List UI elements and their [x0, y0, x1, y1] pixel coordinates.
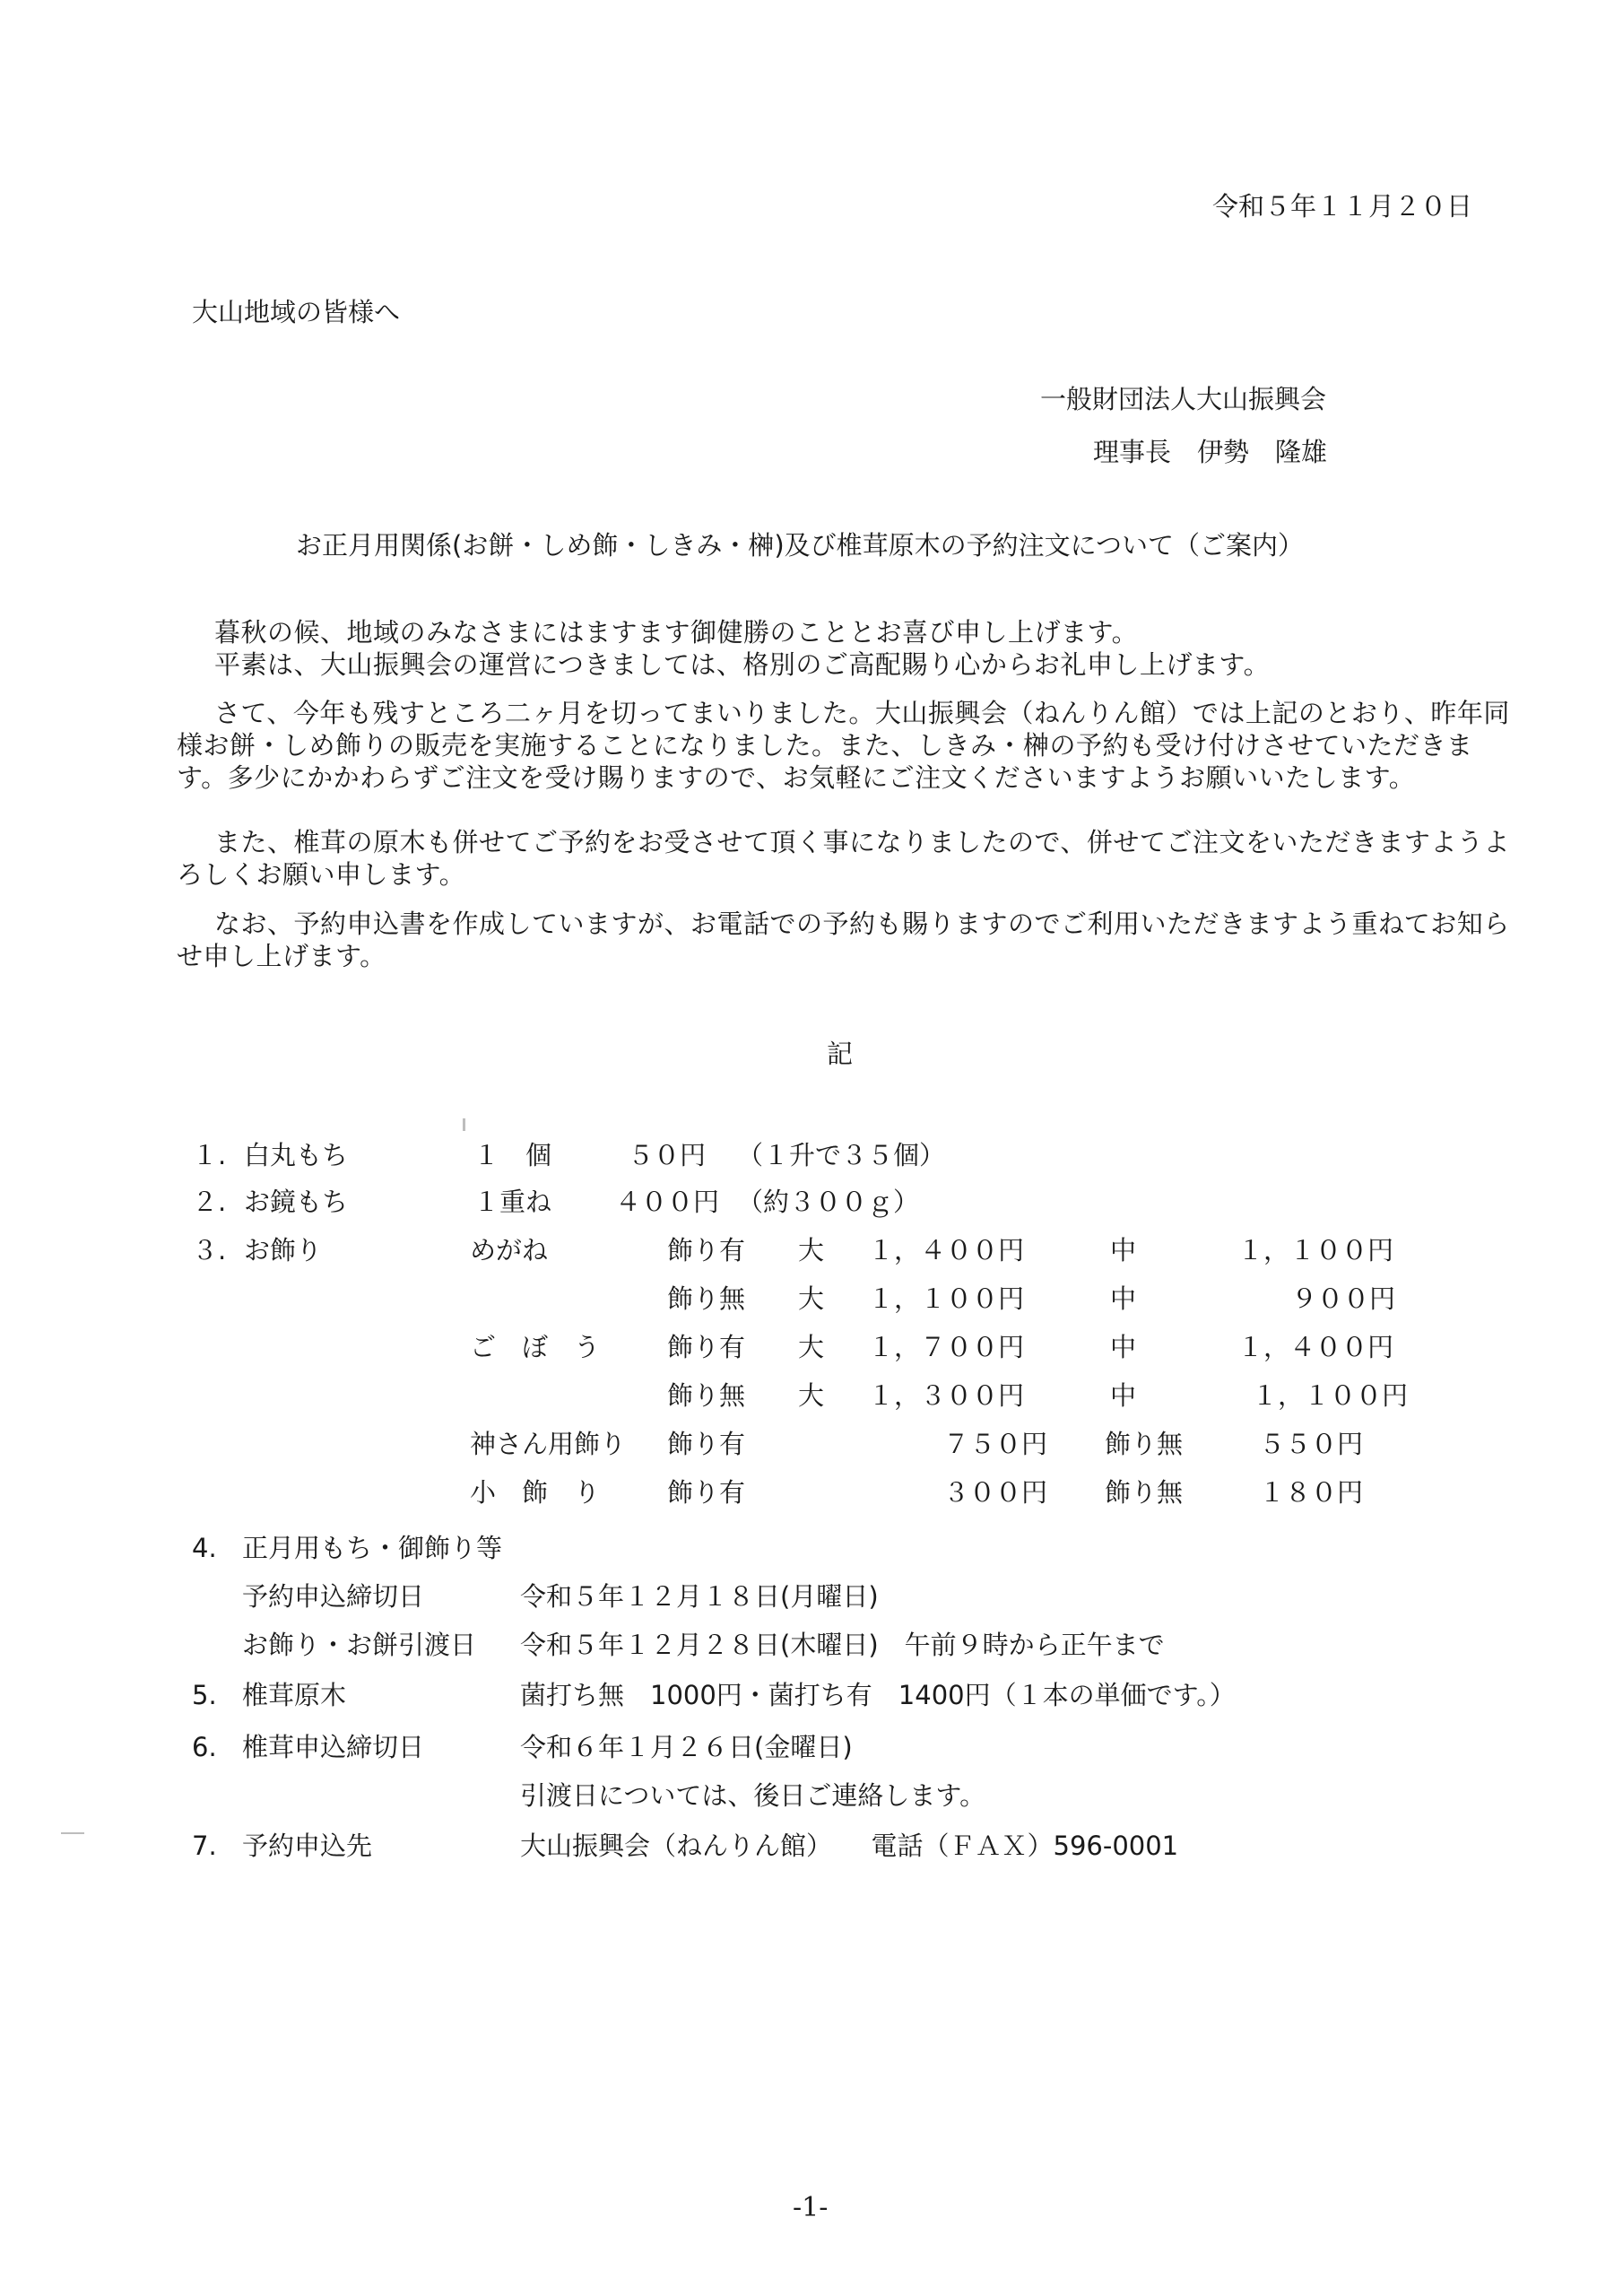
item-number: 5.	[192, 1680, 217, 1710]
item-number: ２.	[192, 1187, 227, 1217]
item-label: 予約申込先	[242, 1831, 373, 1861]
body-paragraph-3	[177, 697, 1513, 794]
price-large: １，４００円	[868, 1235, 1025, 1265]
size-medium: 飾り無	[1105, 1429, 1184, 1459]
body-paragraph-2	[177, 648, 1513, 681]
size-medium: 中	[1110, 1332, 1137, 1362]
item-value: 引渡日については、後日ご連絡します。	[520, 1780, 986, 1811]
price-large: ３００円	[943, 1477, 1048, 1508]
price-medium: １，４００円	[1237, 1332, 1394, 1362]
price-medium: ５５０円	[1259, 1429, 1364, 1459]
body-text: さて、今年も残すところ二ヶ月を切ってまいりました。大山振興会（ねんりん館）では上記のとおり、昨年同様お餅・しめ飾りの販売を実施することになりました。また、しきみ・榊の予約も受け付けさせていただきます。多少にかかわらずご注文を受け賜りますので、お気軽にご注文くださいますようお願いいたします。	[177, 698, 1510, 793]
item-note: （１升で３５個）	[737, 1140, 946, 1170]
sender-organization: 一般財団法人大山振興会	[1040, 384, 1327, 414]
price-medium: １８０円	[1259, 1477, 1364, 1508]
deadline-value: 令和５年１２月１８日(月曜日)	[520, 1581, 879, 1612]
ki-heading: 記	[827, 1039, 854, 1069]
decoration-type: めがね	[470, 1235, 549, 1265]
decoration-kind: 飾り無	[667, 1283, 746, 1314]
item-7	[0, 1828, 1623, 1864]
decoration-kind: 飾り有	[667, 1235, 746, 1265]
price-large: １，７００円	[868, 1332, 1025, 1362]
size-large: 大	[798, 1235, 825, 1265]
item-3-row	[0, 1232, 1623, 1268]
body-paragraph-5	[177, 908, 1513, 972]
price-medium: １，１００円	[1237, 1235, 1394, 1265]
sender-person: 理事長 伊勢 隆雄	[1093, 437, 1328, 467]
item-number: 6.	[192, 1732, 217, 1762]
decoration-kind: 飾り有	[667, 1332, 746, 1362]
item-number: １.	[192, 1140, 227, 1170]
decoration-kind: 飾り有	[667, 1429, 746, 1459]
item-value: 令和６年１月２６日(金曜日)	[520, 1732, 853, 1762]
price-large: ７５０円	[943, 1429, 1048, 1459]
item-number: 4.	[192, 1533, 217, 1563]
item-3-row	[0, 1474, 1623, 1510]
item-3-row	[0, 1329, 1623, 1365]
item-label: お飾り	[244, 1235, 323, 1265]
recipient: 大山地域の皆様へ	[192, 297, 401, 327]
body-text: なお、予約申込書を作成していますが、お電話での予約も賜りますのでご利用いただきますよう重ねてお知らせ申し上げます。	[177, 909, 1510, 971]
page-number: -1-	[793, 2192, 829, 2223]
item-3-row	[0, 1426, 1623, 1462]
pickup-value: 令和５年１２月２８日(木曜日) 午前９時から正午まで	[520, 1630, 1165, 1660]
size-medium: 中	[1110, 1235, 1137, 1265]
item-note: （約３００ｇ）	[737, 1187, 920, 1217]
decoration-kind: 飾り無	[667, 1380, 746, 1411]
body-paragraph-4	[177, 826, 1513, 891]
item-1	[0, 1137, 1623, 1173]
decoration-kind: 飾り有	[667, 1477, 746, 1508]
pickup-label: お飾り・お餅引渡日	[242, 1630, 477, 1660]
size-large: 大	[798, 1283, 825, 1314]
price-large: １，３００円	[868, 1380, 1025, 1411]
decoration-type: ご ぼ う	[470, 1332, 601, 1362]
item-2	[0, 1184, 1623, 1220]
document-date: 令和５年１１月２０日	[1212, 191, 1473, 222]
item-label: 正月用もち・御飾り等	[242, 1533, 503, 1563]
item-price: ５０円	[628, 1140, 707, 1170]
size-large: 大	[798, 1332, 825, 1362]
document-subject: お正月用関係(お餅・しめ飾・しきみ・榊)及び椎茸原木の予約注文について（ご案内）	[296, 530, 1305, 561]
body-paragraph-1	[177, 616, 1513, 648]
item-6-note	[0, 1778, 1623, 1813]
decoration-type: 小 飾 り	[470, 1477, 601, 1508]
body-text: 平素は、大山振興会の運営につきましては、格別のご高配賜り心からお礼申し上げます。	[214, 649, 1271, 680]
item-3-row	[0, 1281, 1623, 1317]
item-4-pickup	[0, 1627, 1623, 1663]
item-4	[0, 1530, 1623, 1566]
size-medium: 中	[1110, 1283, 1137, 1314]
item-label: お鏡もち	[244, 1187, 349, 1217]
deadline-label: 予約申込締切日	[242, 1581, 425, 1612]
body-text: 暮秋の候、地域のみなさまにはますます御健勝のこととお喜び申し上げます。	[214, 617, 1139, 648]
item-number: 7.	[192, 1831, 217, 1861]
item-quantity: １重ね	[473, 1187, 552, 1217]
item-6	[0, 1729, 1623, 1765]
item-price: ４００円	[615, 1187, 720, 1217]
item-label: 白丸もち	[244, 1140, 349, 1170]
body-text: また、椎茸の原木も併せてご予約をお受させて頂く事になりましたので、併せてご注文をいただきますようよろしくお願い申します。	[177, 827, 1510, 890]
item-value: 菌打ち無 1000円・菌打ち有 1400円（１本の単価です。）	[520, 1680, 1236, 1710]
item-label: 椎茸申込締切日	[242, 1732, 425, 1762]
decoration-type: 神さん用飾り	[470, 1429, 627, 1459]
item-value: 大山振興会（ねんりん館） 電話（ＦＡＸ）596-0001	[520, 1831, 1179, 1861]
item-5	[0, 1677, 1623, 1713]
scan-mark	[463, 1118, 465, 1131]
item-3-row	[0, 1378, 1623, 1413]
item-quantity: １ 個	[473, 1140, 552, 1170]
item-number: ３.	[192, 1235, 227, 1265]
size-large: 大	[798, 1380, 825, 1411]
size-medium: 飾り無	[1105, 1477, 1184, 1508]
price-large: １，１００円	[868, 1283, 1025, 1314]
item-label: 椎茸原木	[242, 1680, 347, 1710]
price-medium: ９００円	[1291, 1283, 1396, 1314]
size-medium: 中	[1110, 1380, 1137, 1411]
price-medium: １，１００円	[1252, 1380, 1409, 1411]
item-4-deadline	[0, 1578, 1623, 1614]
